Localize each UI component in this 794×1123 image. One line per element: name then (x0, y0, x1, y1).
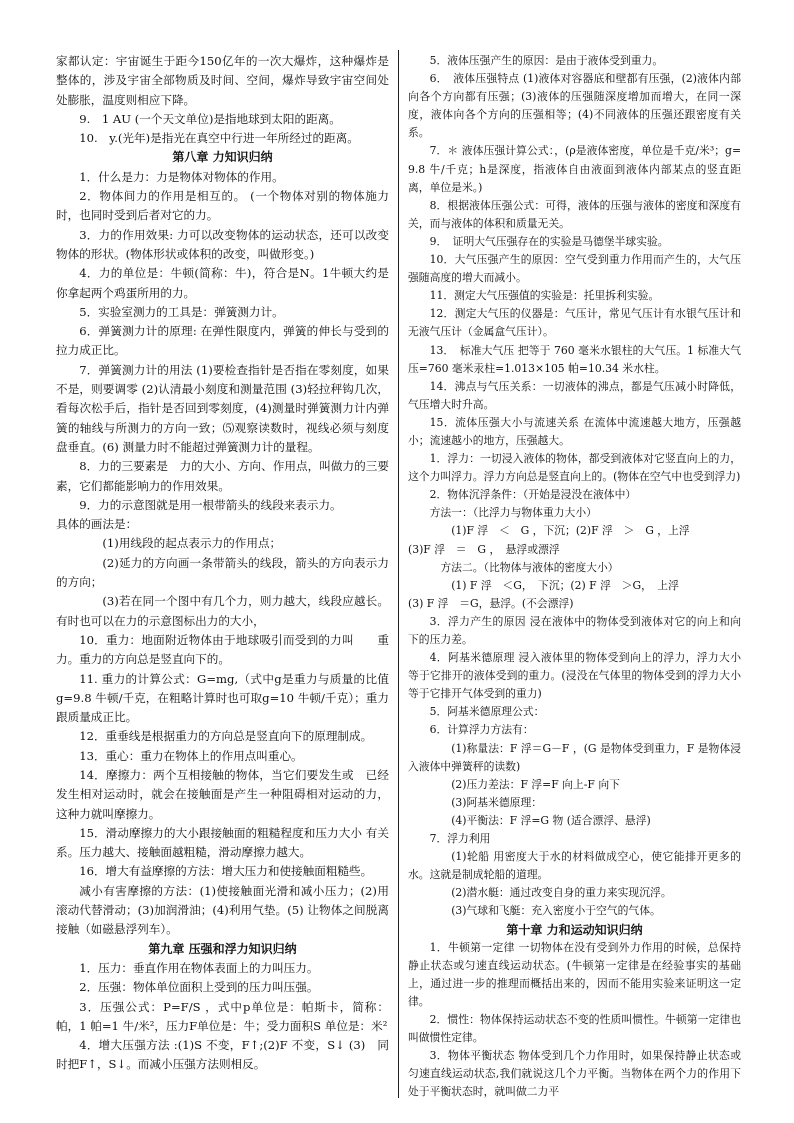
paragraph: 3．浮力产生的原因 浸在液体中的物体受到液体对它的向上和向下的压力差。 (408, 614, 741, 646)
paragraph: 3．压强公式：P=F/S ，式中p单位是：帕斯卡，简称：帕，1 帕=1 牛/米²，压力F单位是：牛；受力面积S 单位是：米² (56, 999, 389, 1033)
paragraph: 具体的画法是： (56, 517, 138, 532)
paragraph: 10. y.(光年)是指光在真空中行进一年所经过的距离。 (79, 131, 359, 146)
paragraph: 7．弹簧测力计的用法 (1)要检查指针是否指在零刻度，如果不是，则要调零 (2)认清最小刻度和测量范围 (3)轻拉秤钩几次，看每次松手后，指针是否回到零刻度，(4)测量时弹簧测力计内弹簧的轴线与所测力的方向一致；⑸观察读数时，视线必须与刻度盘垂直。(6) 测量力时不能超过弹簧测力计的量程。 (56, 362, 389, 454)
paragraph: 2．物体沉浮条件：（开始是浸没在液体中） (429, 488, 637, 502)
paragraph: 8．根据液体压强公式：可得，液体的压强与液体的密度和深度有关，而与液体的体积和质量无关。 (408, 198, 741, 230)
chapter-heading: 第八章 力知识归纳 (172, 150, 273, 165)
paragraph: (1)F 浮 ＜ G ，下沉；(2)F 浮 ＞ G ，上浮 (451, 524, 690, 538)
paragraph: (3)F 浮 ＝ G ， 悬浮或漂浮 (408, 542, 560, 556)
paragraph: 11．测定大气压强值的实验是：托里拆利实验。 (429, 289, 660, 303)
column-divider (398, 50, 399, 1098)
paragraph: 8．力的三要素是 力的大小、方向、作用点，叫做力的三要素，它们都能影响力的作用效果。 (56, 459, 389, 493)
paragraph: 5．液体压强产生的原因：是由于液体受到重力。 (429, 54, 664, 67)
paragraph: 3．物体平衡状态 物体受到几个力作用时，如果保持静止状态或匀速直线运动状态,我们就说这几个力平衡。当物体在两个力的作用下处于平衡状态时，就叫做二力平 (408, 1049, 741, 1099)
paragraph: 5．阿基米德原理公式： (429, 705, 545, 719)
paragraph: (4)平衡法：F 浮=G 物 (适合漂浮、悬浮) (451, 813, 651, 827)
paragraph: 4．力的单位是：牛顿(简称：牛)，符合是N。1牛顿大约是你拿起两个鸡蛋所用的力。 (56, 266, 389, 300)
paragraph: 1．牛顿第一定律 一切物体在没有受到外力作用的时候，总保持静止状态或匀速直线运动状态。(牛顿第一定律是在经验事实的基础上，通过进一步的推理而概括出来的，因而不能用实验来证明这一定律。 (408, 940, 741, 1008)
paragraph: (1) F 浮 ＜G， 下沉；(2) F 浮 ＞G， 上浮 (451, 578, 679, 592)
paragraph: (2)延力的方向画一条带箭头的线段，箭头的方向表示力的方向； (56, 555, 389, 590)
paragraph: 1．什么是力：力是物体对物体的作用。 (79, 169, 284, 184)
paragraph: 9. 1 AU (一个天文单位)是指地球到太阳的距离。 (79, 111, 341, 126)
paragraph: 13． 标准大气压 把等于 760 毫米水银柱的大气压。1 标准大气压=760 毫米汞柱=1.013×105 帕=10.34 米水柱。 (408, 343, 741, 375)
paragraph: 10．重力：地面附近物体由于地球吸引而受到的力叫 重力。重力的方向总是竖直向下的。 (56, 632, 389, 667)
chapter-heading: 第十章 力和运动知识归纳 (506, 922, 643, 937)
paragraph: 方法一：（比浮力与物体重力大小） (429, 506, 597, 520)
paragraph: 14．沸点与气压关系：一切液体的沸点，都是气压减小时降低，气压增大时升高。 (408, 379, 741, 411)
paragraph: 9． 证明大气压强存在的实验是马德堡半球实验。 (429, 234, 669, 248)
paragraph: 1．浮力：一切浸入液体的物体，都受到液体对它竖直向上的力，这个力叫浮力。浮力方向总是竖直向上的。(物体在空气中也受到浮力) (408, 452, 741, 484)
paragraph: (3) F 浮 ＝G，悬浮。(不会漂浮) (408, 596, 574, 610)
paragraph: (2)压力差法：F 浮=F 向上-F 向下 (451, 777, 620, 791)
paragraph: 2．惯性：物体保持运动状态不变的性质叫惯性。牛顿第一定律也叫做惯性定律。 (408, 1012, 741, 1045)
paragraph: 2．物体间力的作用是相互的。 (一个物体对别的物体施力时，也同时受到后者对它的力。 (56, 189, 389, 223)
paragraph: 家都认定：宇宙诞生于距今150亿年的一次大爆炸，这种爆炸是整体的，涉及宇宙全部物质及时间、空间，爆炸导致宇宙空间处处膨胀，温度则相应下降。 (56, 54, 389, 107)
paragraph: (3)阿基米德原理： (451, 795, 543, 809)
paragraph: 2．压强：物体单位面积上受到的压力叫压强。 (79, 980, 319, 995)
paragraph: 1．压力：垂直作用在物体表面上的力叫压力。 (79, 960, 319, 975)
paragraph: (1)用线段的起点表示力的作用点； (102, 536, 282, 551)
paragraph: 3．力的作用效果: 力可以改变物体的运动状态，还可以改变物体的形状。(物体形状或体积的改变，叫做形变。) (56, 227, 389, 261)
paragraph: 7．＊ 液体压强计算公式：，(ρ是液体密度，单位是千克/米³；g=9.8 牛/千克；h是深度，指液体自由液面到液体内部某点的竖直距离，单位是米。) (408, 144, 741, 194)
left-column (56, 52, 389, 1075)
paragraph: 减小有害摩擦的方法：(1)使接触面光滑和减小压力；(2)用滚动代替滑动；(3)加润滑油；(4)利用气垫。(5) 让物体之间脱离接触（如磁悬浮列车）。 (56, 883, 389, 937)
paragraph: (2)潜水艇：通过改变自身的重力来实现沉浮。 (451, 886, 672, 900)
paragraph: 15．流体压强大小与流速关系 在流体中流速越大地方，压强越小；流速越小的地方，压强越大。 (408, 415, 741, 447)
paragraph: 14．摩擦力：两个互相接触的物体，当它们要发生或 已经发生相对运动时，就会在接触面是产生一种阻碍相对运动的力，这种力就叫摩擦力。 (56, 767, 389, 821)
paragraph: 6．弹簧测力计的原理: 在弹性限度内，弹簧的伸长与受到的拉力成正比。 (56, 324, 389, 358)
chapter-heading: 第九章 压强和浮力知识归纳 (148, 941, 297, 956)
paragraph: 5．实验室测力的工具是：弹簧测力计。 (79, 304, 284, 319)
paragraph: 12．测定大气压的仪器是：气压计，常见气压计有水银气压计和无液气压计（金属盒气压计）。 (408, 307, 741, 339)
paragraph: 4．增大压强方法 :(1)S 不变，F↑;(2)F 不变，S↓ (3) 同时把F↑，S↓。而减小压强方法则相反。 (56, 1038, 389, 1072)
paragraph: 16．增大有益摩擦的方法：增大压力和使接触面粗糙些。 (79, 864, 373, 879)
paragraph: 12．重垂线是根据重力的方向总是竖直向下的原理制成。 (79, 729, 373, 744)
paragraph: (3)若在同一个图中有几个力，则力越大，线段应越长。有时也可以在力的示意图标出力的大小， (56, 594, 389, 628)
paragraph: 6．计算浮力方法有： (429, 723, 534, 737)
right-column (408, 52, 741, 1101)
paragraph: 方法二。（比物体与液体的密度大小） (440, 560, 619, 574)
paragraph: 4．阿基米德原理 浸入液体里的物体受到向上的浮力，浮力大小等于它排开的液体受到的重力。(浸没在气体里的物体受到的浮力大小等于它排开气体受到的重力) (408, 651, 741, 701)
paragraph: 15．滑动摩擦力的大小跟接触面的粗糙程度和压力大小 有关系。压力越大、接触面越粗糙，滑动摩擦力越大。 (56, 825, 389, 860)
paragraph: 6． 液体压强特点 (1)液体对容器底和壁都有压强，(2)液体内部向各个方向都有压强；(3)液体的压强随深度增加而增大，在同一深度，液体向各个方向的压强相等；(4)不同液体的压强还跟密度有关系。 (408, 72, 741, 140)
paragraph: 13．重心：重力在物体上的作用点叫重心。 (79, 748, 303, 763)
paragraph: (1)轮船 用密度大于水的材料做成空心，使它能排开更多的水。这就是制成轮船的道理。 (408, 850, 741, 882)
paragraph: 7．浮力利用 (429, 832, 491, 846)
paragraph: 9．力的示意图就是用一根带箭头的线段来表示力。 (79, 497, 342, 512)
paragraph: 10．大气压强产生的原因：空气受到重力作用而产生的，大气压强随高度的增大而减小。 (408, 253, 741, 285)
paragraph: (1)称量法：F 浮＝G－F ，(G 是物体受到重力，F 是物体浸入液体中弹簧秤的读数) (408, 741, 741, 773)
paragraph: 11. 重力的计算公式：G=mg,（式中g是重力与质量的比值 g=9.8 牛顿/千克，在粗略计算时也可取g=10 牛顿/千克）；重力跟质量成正比。 (56, 671, 389, 725)
paragraph: (3)气球和飞艇：充入密度小于空气的气体。 (451, 904, 661, 918)
